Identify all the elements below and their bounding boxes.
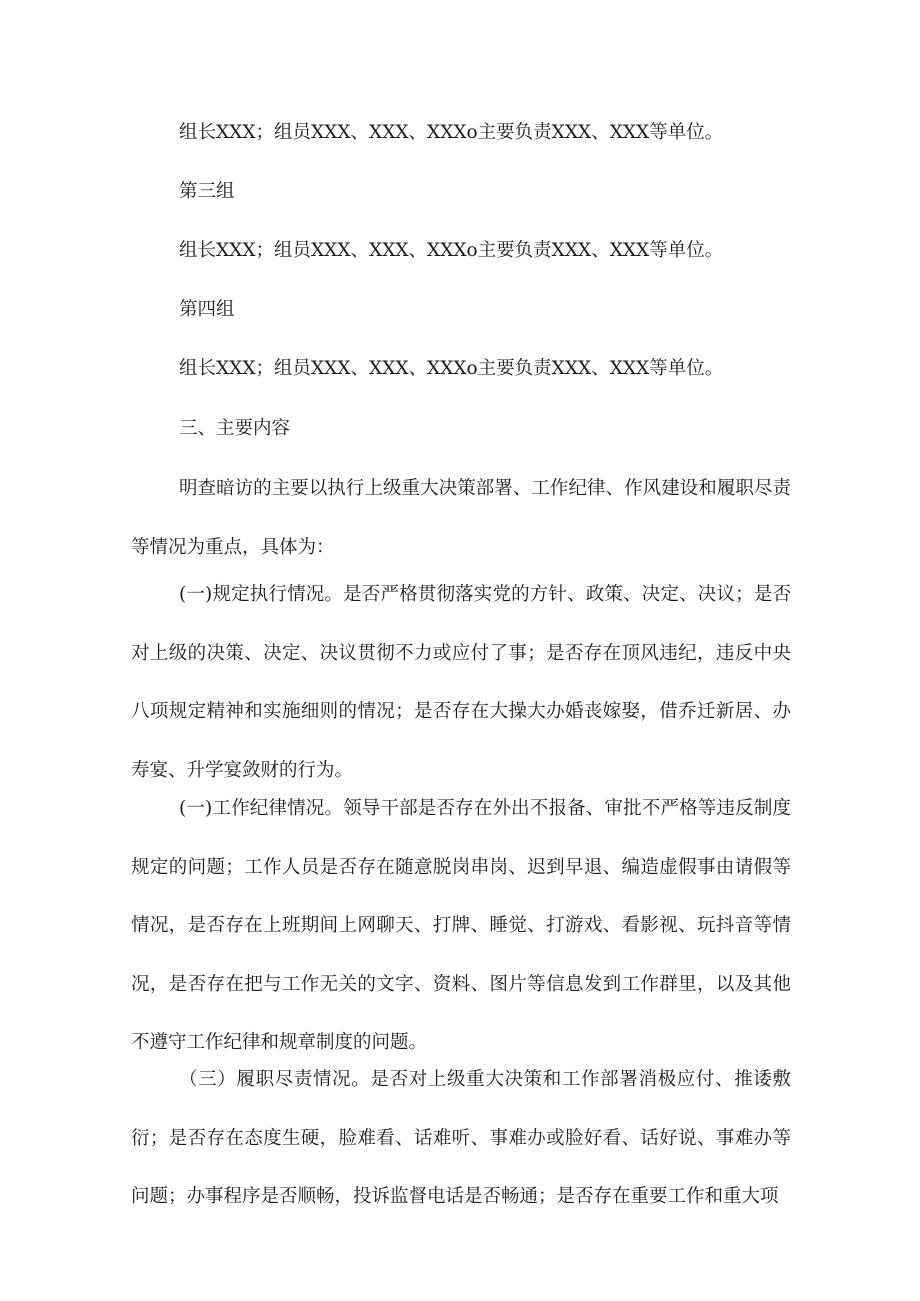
item1-paragraph: (一)规定执行情况。是否严格贯彻落实党的方针、政策、决定、决议；是否对上级的决策、决定、决议贯彻不力或应付了事；是否存在顶风违纪，违反中央八项规定精神和实施细则的情况；是否存在大操大办婚丧嫁娶，借乔迁新居、办寿宴、升学宴敛财的行为。 (131, 584, 791, 781)
group3-title: 第三组 (179, 181, 235, 202)
group4-title: 第四组 (179, 299, 235, 320)
group3-members-line: 组长XXX；组员XXX、XXX、XXXo主要负责XXX、XXX等单位。 (179, 240, 724, 261)
item3-paragraph: （三）履职尽责情况。是否对上级重大决策和工作部署消极应付、推诿敷衍；是否存在态度生硬，脸难看、话难听、事难办或脸好看、话好说、事难办等问题；办事程序是否顺畅，投诉监督电话是否畅通；是否存在重要工作和重大项 (131, 1069, 791, 1207)
group2-members-line: 组长XXX；组员XXX、XXX、XXXo主要负责XXX、XXX等单位。 (179, 122, 724, 143)
item2-paragraph: (一)工作纪律情况。领导干部是否存在外出不报备、审批不严格等违反制度规定的问题；工作人员是否存在随意脱岗串岗、迟到早退、编造虚假事由请假等情况，是否存在上班期间上网聊天、打牌、睡觉、打游戏、看影视、玩抖音等情况，是否存在把与工作无关的文字、资料、图片等信息发到工作群里，以及其他不遵守工作纪律和规章制度的问题。 (131, 798, 791, 1053)
intro-paragraph: 明查暗访的主要以执行上级重大决策部署、工作纪律、作风建设和履职尽责等情况为重点，具体为： (131, 478, 791, 558)
group4-members-line: 组长XXX；组员XXX、XXX、XXXo主要负责XXX、XXX等单位。 (179, 358, 724, 379)
section3-heading: 三、主要内容 (179, 418, 291, 439)
